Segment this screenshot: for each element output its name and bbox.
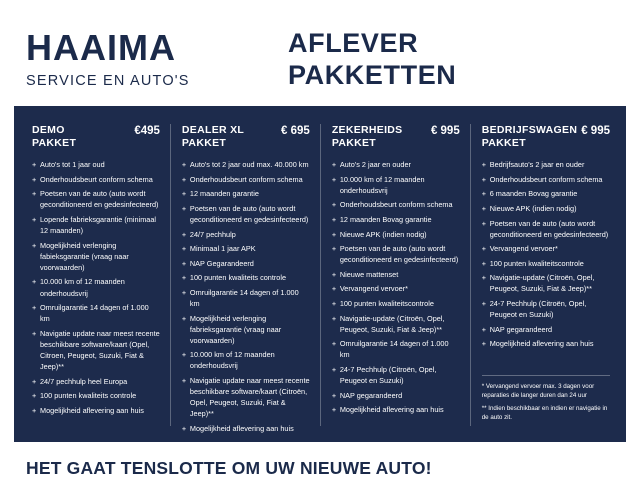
header	[0, 0, 640, 100]
list-item: + 10.000 km of 12 maanden onderhoudsvrij	[182, 349, 310, 371]
brand-logo	[26, 26, 266, 89]
package-title-line-1: ZEKERHEIDS	[331, 124, 403, 136]
list-item: + Nieuwe mattenset	[332, 269, 460, 280]
list-item: + Omruilgarantie 14 dagen of 1.000 km	[32, 302, 160, 324]
package-title	[482, 124, 578, 150]
package-title-line-1: DEALER XL	[181, 124, 245, 136]
list-item: + NAP gegarandeerd	[482, 324, 610, 335]
package-title-line-2: PAKKET	[481, 137, 526, 150]
list-item: + 100 punten kwaliteits controle	[182, 272, 310, 283]
list-item: + 12 maanden Bovag garantie	[332, 214, 460, 225]
list-item: + Poetsen van de auto (auto wordt geconditioneerd en gedesinfecteerd)	[182, 203, 310, 225]
package-title-line-2: PAKKET	[181, 137, 227, 150]
list-item: + Mogelijkheid verlenging fabieksgarantie (vraag naar voorwaarden)	[32, 240, 160, 273]
package-price: € 695	[281, 125, 310, 137]
package-title-line-2: PAKKET	[331, 137, 377, 150]
list-item: + 12 maanden garantie	[182, 188, 310, 199]
list-item: + Vervangend vervoer*	[332, 283, 460, 294]
list-item: + Omruilgarantie 14 dagen of 1.000 km	[332, 338, 460, 360]
list-item: + Onderhoudsbeurt conform schema	[182, 174, 310, 185]
list-item: + Auto's tot 2 jaar oud max. 40.000 km	[182, 159, 310, 170]
list-item: + Mogelijkheid aflevering aan huis	[32, 405, 160, 416]
page-title	[266, 26, 456, 92]
footnotes	[482, 375, 610, 426]
list-item: + Nieuwe APK (indien nodig)	[482, 203, 610, 214]
list-item: + 100 punten kwaliteitscontrole	[332, 298, 460, 309]
list-item: + 24/7 pechhulp	[182, 229, 310, 240]
list-item: + NAP Gegarandeerd	[182, 258, 310, 269]
package-column-zekerheids	[320, 120, 470, 432]
page-title-line-2: PAKKETTEN	[288, 59, 457, 90]
footnote-1: * Vervangend vervoer max. 3 dagen voor reparaties die langer duren dan 24 uur	[481, 382, 595, 400]
package-title	[32, 124, 76, 150]
package-column-demo	[20, 120, 170, 432]
packages-panel	[14, 106, 626, 442]
list-item: + Onderhoudsbeurt conform schema	[32, 174, 160, 185]
list-item: + NAP gegarandeerd	[332, 390, 460, 401]
list-item: + Bedrijfsauto's 2 jaar en ouder	[482, 159, 610, 170]
package-price: € 995	[581, 125, 610, 137]
list-item: + 100 punten kwaliteits controle	[32, 390, 160, 401]
feature-list	[332, 159, 460, 415]
footnote-2: ** Indien beschikbaar en indien er navigatie in de auto zit.	[481, 404, 608, 422]
brand-name: HAAIMA	[26, 27, 176, 68]
list-item: + Poetsen van de auto (auto wordt geconditioneerd en gedesinfecteerd)	[482, 218, 610, 240]
package-price: € 995	[430, 125, 460, 137]
feature-list	[482, 159, 610, 349]
footer-slogan: HET GAAT TENSLOTTE OM UW NIEUWE AUTO!	[26, 458, 432, 478]
brand-subtitle: SERVICE EN AUTO'S	[26, 73, 190, 89]
list-item: + Mogelijkheid verlenging fabrieksgarantie (vraag naar voorwaarden)	[182, 313, 310, 346]
footer	[0, 442, 640, 479]
list-item: + 6 maanden Bovag garantie	[482, 188, 610, 199]
list-item: + Onderhoudsbeurt conform schema	[332, 199, 460, 210]
package-header	[332, 124, 460, 150]
package-title-line-2: PAKKET	[32, 137, 77, 150]
package-header	[482, 124, 610, 150]
package-column-dealer-xl	[170, 120, 320, 432]
package-price: €495	[134, 125, 160, 137]
list-item: + Poetsen van de auto (auto wordt geconditioneerd en gedesinfecteerd)	[332, 243, 460, 265]
list-item: + Auto's 2 jaar en ouder	[332, 159, 460, 170]
list-item: + 24-7 Pechhulp (Citroën, Opel, Peugeot en Suzuki)	[482, 298, 610, 320]
list-item: + Auto's tot 1 jaar oud	[32, 159, 160, 170]
package-title	[182, 124, 244, 150]
package-header	[32, 124, 160, 150]
package-header	[182, 124, 310, 150]
list-item: + Mogelijkheid aflevering aan huis	[482, 338, 610, 349]
package-title-line-1: BEDRIJFSWAGEN	[481, 124, 578, 136]
feature-list	[32, 159, 160, 416]
list-item: + Vervangend vervoer*	[482, 243, 610, 254]
list-item: + Onderhoudsbeurt conform schema	[482, 174, 610, 185]
list-item: + Minimaal 1 jaar APK	[182, 243, 310, 254]
list-item: + 10.000 km of 12 maanden onderhoudsvrij	[32, 276, 160, 298]
list-item: + Mogelijkheid aflevering aan huis	[182, 423, 310, 434]
list-item: + Mogelijkheid aflevering aan huis	[332, 404, 460, 415]
package-title	[332, 124, 403, 150]
list-item: + Omruilgarantie 14 dagen of 1.000 km	[182, 287, 310, 309]
feature-list	[182, 159, 310, 434]
list-item: + Lopende fabrieksgarantie (minimaal 12 maanden)	[32, 214, 160, 236]
list-item: + 100 punten kwaliteitscontrole	[482, 258, 610, 269]
list-item: + 24-7 Pechhulp (Citroën, Opel, Peugeot en Suzuki)	[332, 364, 460, 386]
package-title-line-1: DEMO	[32, 124, 65, 136]
list-item: + Nieuwe APK (indien nodig)	[332, 229, 460, 240]
list-item: + Navigatie update naar meest recente beschikbare software/kaart (Citroën, Opel, Peugeot, Suzuki, Fiat & Jeep)**	[182, 375, 310, 419]
list-item: + 10.000 km of 12 maanden onderhoudsvrij	[332, 174, 460, 196]
list-item: + Navigatie-update (Citroën, Opel, Peugeot, Suzuki, Fiat & Jeep)**	[332, 313, 460, 335]
list-item: + Navigatie-update (Citroën, Opel, Peugeot, Suzuki, Fiat & Jeep)**	[482, 272, 610, 294]
list-item: + Navigatie update naar meest recente beschikbare software/kaart (Opel, Citroen, Peugeot, Suzuki, Fiat & Jeep)**	[32, 328, 160, 372]
list-item: + Poetsen van de auto (auto wordt geconditioneerd en gedesinfecteerd)	[32, 188, 160, 210]
list-item: + 24/7 pechhulp heel Europa	[32, 376, 160, 387]
page-title-line-1: AFLEVER	[288, 28, 419, 58]
package-column-bedrijfswagen	[470, 120, 620, 432]
